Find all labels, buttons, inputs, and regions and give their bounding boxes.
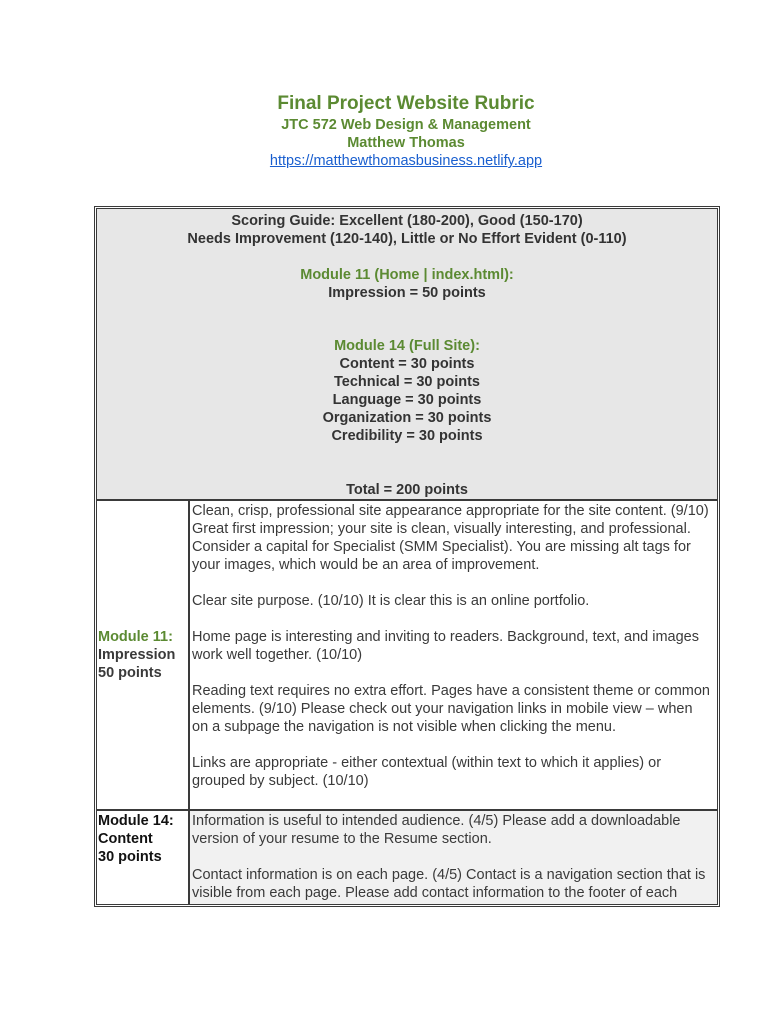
row-label-cell xyxy=(97,501,190,809)
feedback-paragraph: Clear site purpose. (10/10) It is clear this is an online portfolio. xyxy=(192,593,590,609)
scoring-guide-line-1: Scoring Guide: Excellent (180-200), Good (150-170) xyxy=(231,213,583,229)
feedback-paragraph: Information is useful to intended audience. (4/5) Please add a downloadable version of your resume to the Resume section. xyxy=(192,813,681,847)
feedback-paragraph: Clean, crisp, professional site appearance appropriate for the site content. (9/10) Great first impression; your site is clean, visually interesting, and professional. Consider a capital for Specialist (SMM Specialist). You are missing alt tags for your images, which would be an area of improvement. xyxy=(192,503,709,573)
total-points: Total = 200 points xyxy=(346,482,468,498)
scoring-guide-cell xyxy=(97,209,717,501)
row-category-label: Content xyxy=(98,831,153,847)
row-feedback-cell xyxy=(190,811,717,904)
feedback-paragraph: Contact information is on each page. (4/5) Contact is a navigation section that is visible from each page. Please add contact information to the footer of each xyxy=(192,867,706,901)
feedback-paragraph: Reading text requires no extra effort. Pages have a consistent theme or common elements. (9/10) Please check out your navigation links in mobile view – when on a subpage the navigation is not visible when clicking the menu. xyxy=(192,683,710,735)
row-module-label: Module 11: xyxy=(98,629,173,645)
module14-language-points: Language = 30 points xyxy=(332,392,482,408)
row-points-label: 50 points xyxy=(98,665,162,681)
table-row xyxy=(97,501,717,811)
row-module-label: Module 14: xyxy=(98,813,174,829)
module14-content-points: Content = 30 points xyxy=(339,356,475,372)
row-points-label: 30 points xyxy=(98,849,162,865)
module11-heading: Module 11 (Home | index.html): xyxy=(300,267,514,283)
module14-organization-points: Organization = 30 points xyxy=(322,410,492,426)
module14-credibility-points: Credibility = 30 points xyxy=(331,428,483,444)
rubric-table xyxy=(94,206,720,907)
student-name: Matthew Thomas xyxy=(347,135,465,151)
document-header xyxy=(0,92,768,171)
table-row xyxy=(97,811,717,904)
module11-impression-points: Impression = 50 points xyxy=(328,285,486,301)
scoring-guide-line-2: Needs Improvement (120-140), Little or No Effort Evident (0-110) xyxy=(187,231,627,247)
document-title: Final Project Website Rubric xyxy=(277,93,535,114)
row-category-label: Impression xyxy=(98,647,176,663)
row-label-cell xyxy=(97,811,190,904)
feedback-paragraph: Home page is interesting and inviting to readers. Background, text, and images work well together. (10/10) xyxy=(192,629,699,663)
feedback-paragraph: Links are appropriate - either contextual (within text to which it applies) or grouped by subject. (10/10) xyxy=(192,755,662,789)
module14-technical-points: Technical = 30 points xyxy=(334,374,480,390)
row-feedback-cell xyxy=(190,501,717,809)
site-link[interactable]: https://matthewthomasbusiness.netlify.app xyxy=(269,153,543,169)
module14-heading: Module 14 (Full Site): xyxy=(334,338,480,354)
course-name: JTC 572 Web Design & Management xyxy=(281,117,531,133)
